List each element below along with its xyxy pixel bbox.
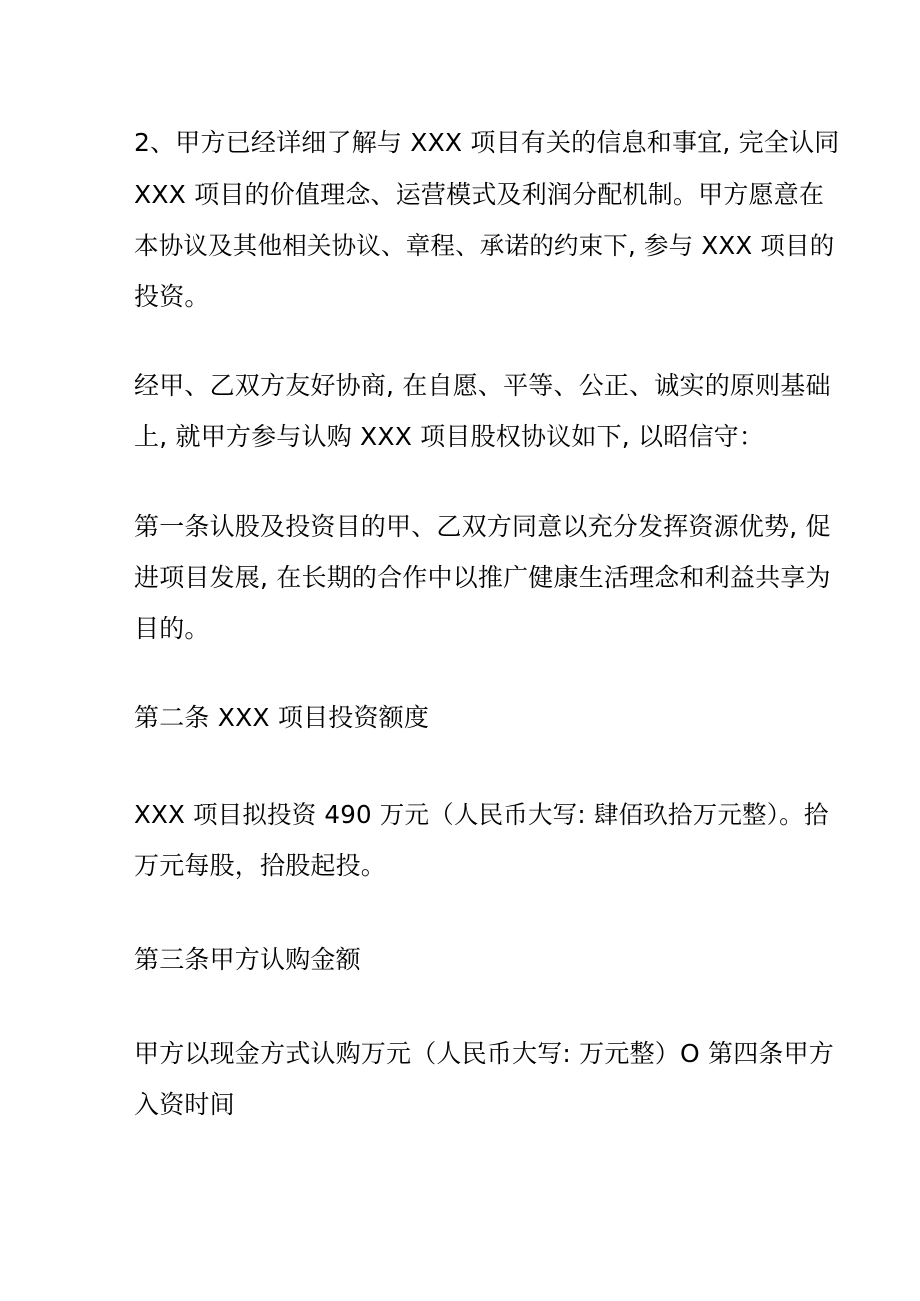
article-2-body-line-1: XXX 项目拟投资 490 万元（人民币大写: 肆佰玖拾万元整）。拾 xyxy=(134,800,829,829)
article-3-heading: 第三条甲方认购金额 xyxy=(134,945,361,974)
article-3-body-line-2: 入资时间 xyxy=(134,1090,235,1119)
article-1-line-2: 进项目发展, 在长期的合作中以推广健康生活理念和利益共享为 xyxy=(134,563,831,592)
article-2-heading: 第二条 XXX 项目投资额度 xyxy=(134,703,430,732)
paragraph-1-line-2: XXX 项目的价值理念、运营模式及利润分配机制。甲方愿意在 xyxy=(134,180,825,209)
article-1-line-3: 目的。 xyxy=(134,614,210,643)
paragraph-1-line-3: 本协议及其他相关协议、章程、承诺的约束下, 参与 XXX 项目的 xyxy=(134,231,835,260)
paragraph-2-line-2: 上, 就甲方参与认购 XXX 项目股权协议如下, 以昭信守： xyxy=(134,422,765,451)
article-2-body-line-2: 万元每股，拾股起投。 xyxy=(134,851,387,880)
paragraph-1-line-4: 投资。 xyxy=(134,282,210,311)
article-3-body-line-1: 甲方以现金方式认购万元（人民币大写: 万元整）O 第四条甲方 xyxy=(134,1039,834,1068)
paragraph-1-line-1: 2、甲方已经详细了解与 XXX 项目有关的信息和事宜, 完全认同 xyxy=(134,128,840,157)
paragraph-2-line-1: 经甲、乙双方友好协商, 在自愿、平等、公正、诚实的原则基础 xyxy=(134,371,831,400)
article-1-line-1: 第一条认股及投资目的甲、乙双方同意以充分发挥资源优势, 促 xyxy=(134,512,831,541)
